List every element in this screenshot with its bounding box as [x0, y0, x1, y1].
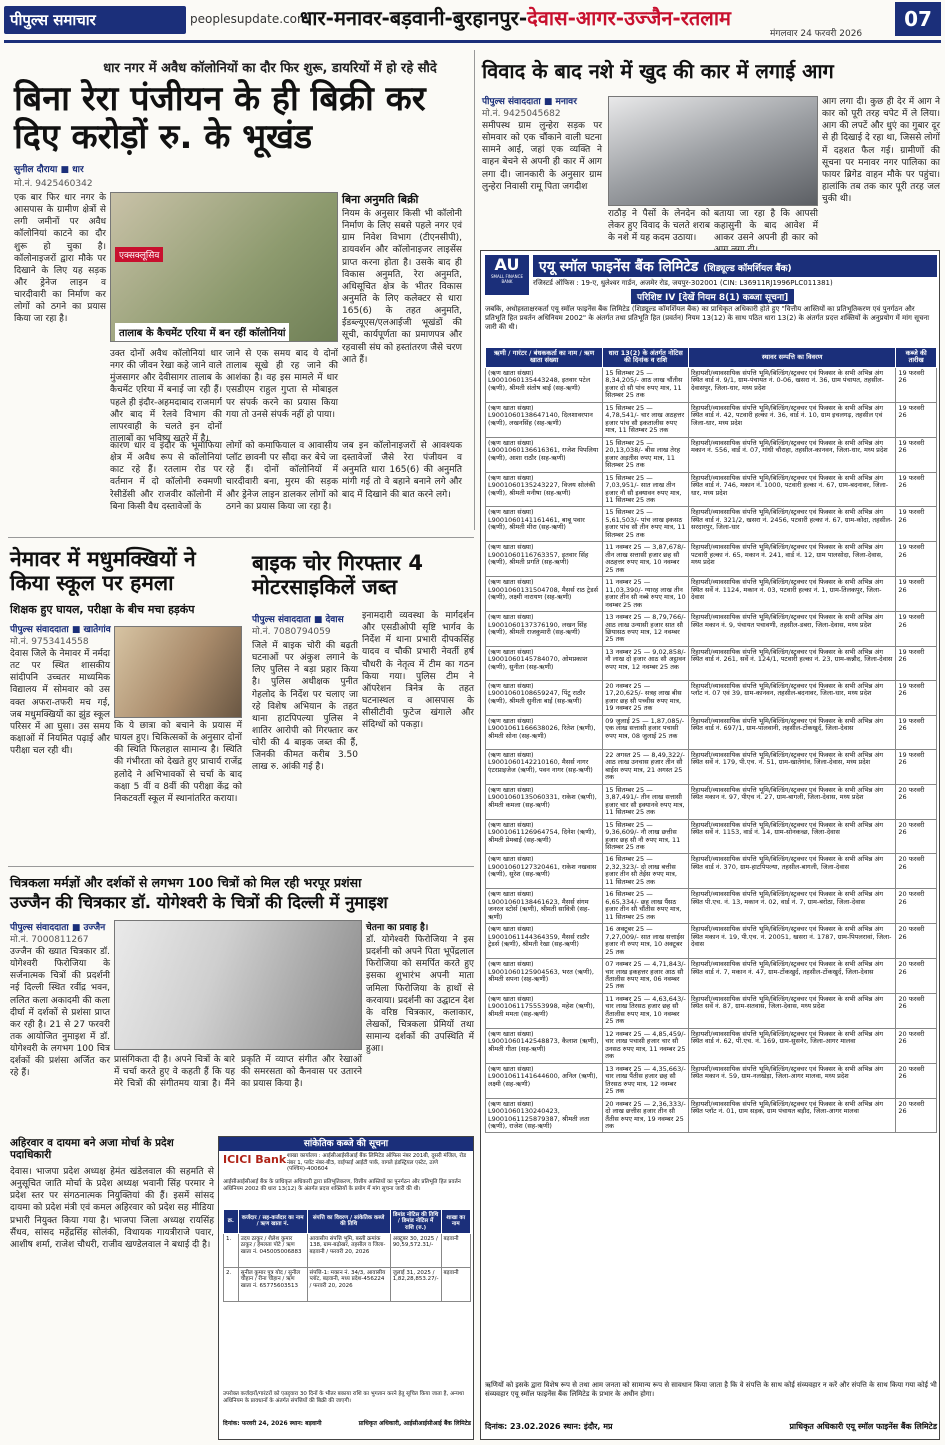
bike-headline: बाइक चोर गिरफ्तार 4 मोटरसाइकिलें जब्त [252, 551, 423, 599]
icici-footer: उपरोक्त कर्जदारों/गारंटरों को एतद्द्वारा 30 दिनों के भीतर बकाया राशि का भुगतान करने हेतु सूचित किया जाता है, अन्यथा अधिनियम के प्रावधानों के अंतर्गत संपत्तियों की बिक्री की जाएगी। [223, 1391, 464, 1404]
au-table-row [486, 577, 937, 612]
au-table-row [486, 472, 937, 507]
au-col-notice: धारा 13(2) के अंतर्गत नोटिस की दिनांक व राशि [603, 348, 689, 368]
au-table-row-cell: 11 नवम्बर 25 — 11,03,390/- ग्यारह लाख तीन हजार तीन सौ नब्बे रुपए मात्र, 10 नवम्बर 25 तक [603, 577, 689, 612]
section-divider [8, 537, 474, 538]
lead-side-body: नियम के अनुसार किसी भी कॉलोनी निर्माण के लिए सबसे पहले नगर एवं ग्राम निवेश विभाग (टीएनसीपी), डायवर्शन और कॉलोनाइजर लाइसेंस प्राप्त करना होता है। उसके बाद ही विकास अनुमति, रेरा अनुमति, अधिसूचित क्षेत्र के भीतर विकास अनुमति के लिए कलेक्टर से धारा 165(6) के तहत अनुमति, ईडब्ल्यूएस/एलआईजी भूखंडों की सूची, कार्यपूर्णता का प्रमाणपत्र और रहवासी संघ को हस्तांतरण जैसे चरण आते हैं। [342, 209, 462, 365]
icici-table-row-cell: संपत्ति-1: मकान नं. 34/3, आवासीय प्लॉट, बड़वानी, मध्य प्रदेश-456224 / फरवरी 20, 2026 [307, 1267, 390, 1301]
au-table-row-cell: 19 फरवरी 26 [896, 715, 937, 749]
au-table-row-cell: 19 फरवरी 26 [896, 612, 937, 647]
exhibition-photo [114, 920, 362, 1050]
au-table-row-cell: 20 फरवरी 26 [896, 784, 937, 819]
lead-byline: सुनील दौराया ■ धार [14, 165, 84, 175]
au-table-row-cell: 15 सितम्बर 25 — 9,36,609/- नौ लाख छत्तीस हजार छह सौ नौ रुपए मात्र, 11 सितम्बर 25 तक [603, 819, 689, 854]
au-table-row-cell: 15 सितम्बर 25 — 8,34,205/- आठ लाख चौंतीस हजार दो सौ पांच रुपए मात्र, 11 सितम्बर 25 तक [603, 367, 689, 402]
au-table-row-cell: 20 फरवरी 26 [896, 1028, 937, 1063]
burning-car-photo [608, 96, 818, 206]
au-logo-text: SMALL FINANCE BANK [491, 274, 523, 284]
au-table-row-cell: (ऋण खाता संख्या) L9001060145784070, ओमप्रकाश (ऋणी), सुनीता (सह-ऋणी) [486, 646, 603, 680]
au-table-row [486, 993, 937, 1028]
au-table-row-cell: रिहायशी/व्यावसायिक संपत्ति भूमि/बिल्डिंग/स्ट्रक्चर एवं फिक्सर के सभी अभिन्न अंग स्थित सर्वे नं. 1124, मकान नं. 03, पटवारी हल्का नं. 1, ग्राम-तिलकपुर, जिला-देवास [688, 577, 895, 612]
fire-body-col3: बताया जा रहा है कि आपसी कहासुनी के बाद आवेश में आकर उसने अपनी ही कार को [714, 209, 818, 244]
au-table-row-cell: (ऋण खाता संख्या) L9001060130240423, L9001061125879387, श्रीमती लता (ऋणी), राजेश (सह-ऋणी) [486, 1098, 603, 1133]
au-table-row [486, 784, 937, 819]
au-table-row-cell: 16 अक्टूबर 25 — 7,27,009/- सात लाख सत्ताईस हजार नौ रुपए मात्र, 10 अक्टूबर 25 तक [603, 924, 689, 959]
icici-logo: ICICI Bank [223, 1153, 287, 1166]
au-table-row-cell: (ऋण खाता संख्या) L9001061175553998, महेश (ऋणी), श्रीमती ममता (सह-ऋणी) [486, 993, 603, 1028]
au-table-row-cell: रिहायशी/व्यावसायिक संपत्ति भूमि/बिल्डिंग/स्ट्रक्चर एवं फिक्सर के सभी अभिन्न अंग स्थित वार्ड नं. 746, मकान नं. 1000, पटवारी हल्का नं. 67, ग्राम-बदनावर, जिला-धार, मध्य प्रदेश [688, 472, 895, 507]
school-photo [114, 626, 242, 718]
bees-byline: पीपुल्स संवाददाता ■ खातेगांव [10, 625, 111, 635]
region-title-west: धार-मनावर-बड़वानी-बुरहानपुर- [300, 6, 528, 30]
au-table-row-cell: (ऋण खाता संख्या) L9001060108659247, पिंटू राठौर (ऋणी), श्रीमती सुनीता बाई (सह-ऋणी) [486, 680, 603, 715]
au-table-row [486, 854, 937, 889]
au-table-row-cell: रिहायशी/व्यावसायिक संपत्ति भूमि/बिल्डिंग/स्ट्रक्चर एवं फिक्सर के सभी अभिन्न अंग स्थित वार्ड नं. 9/1, ग्राम-पंचायत नं. 0-06, खसरा नं. 36, ग्राम पंचायत, तहसील-देवासपुर, जिला-धार, मध्य प्रदेश [688, 367, 895, 402]
header-divider [4, 40, 941, 43]
icici-table-row-cell: 2. [224, 1267, 239, 1301]
icici-table-row-cell: उदय ठाकुर / शैलेश कुमार ठाकुर / हेमलता पोटे / ऋण खाता नं. 045005006883 [238, 1233, 307, 1267]
au-table-row-cell: रिहायशी/व्यावसायिक संपत्ति भूमि/बिल्डिंग/स्ट्रक्चर एवं फिक्सर के सभी अभिन्न अंग स्थित सर्वे नं. 1153, वार्ड नं. 14, ग्राम-सोनकच्छ, जिला-देवास [688, 819, 895, 854]
au-table-row-cell: रिहायशी/व्यावसायिक संपत्ति भूमि/बिल्डिंग/स्ट्रक्चर एवं फिक्सर के सभी अभिन्न अंग स्थित वार्ड नं. 261, सर्वे नं. 124/1, पटवारी हल्का नं. 23, ग्राम-कन्नौद, जिला-देवास [688, 646, 895, 680]
au-table-row-cell: (ऋण खाता संख्या) L9001061126964754, दिनेश (ऋणी), श्रीमती प्रेमबाई (सह-ऋणी) [486, 819, 603, 854]
au-bank-logo [485, 255, 529, 295]
au-notice-intro: जबकि, अधोहस्ताक्षरकर्ता एयू स्मॉल फाइनेंस बैंक लिमिटेड (शिड्यूल्ड कॉमर्शियल बैंक) का प्राधिकृत अधिकारी होते हुए "वित्तीय आस्तियों का प्रतिभूतिकरण एवं पुनर्गठन और प्रतिभूति हित प्रवर्तन अधिनियम 2002" के अंतर्गत तथा प्रतिभूति हित (प्रवर्तन) नियम 13(12) के साथ पठित धारा 13(2) के अंतर्गत प्रदत्त शक्तियों के अनुप्रयोग में मांग सूचना जारी की थी। [485, 305, 930, 332]
icici-table-body [224, 1233, 471, 1301]
au-table-row-cell: 20 नवम्बर 25 — 17,20,625/- सत्रह लाख बीस हजार छह सौ पच्चीस रुपए मात्र, 19 नवम्बर 25 तक [603, 680, 689, 715]
art-body-col1: उज्जैन की ख्यात चित्रकार डॉ. योगेश्वरी फिरोजिया के सर्जनात्मक चित्रों की प्रदर्शनी नई दिल्ली स्थित रवींद्र भवन, ललित कला अकादमी की कला दीर्घा में दर्शकों से प्रशंसा प्राप्त कर रही है। 21 से 27 फरवरी तक आयोजित नुमाइश में डॉ. योगेश्वरी के लगभग 100 चित्र दर्शकों की प्रशंसा अर्जित कर रहे हैं। [10, 947, 110, 1079]
au-table-row-cell: रिहायशी/व्यावसायिक संपत्ति भूमि/बिल्डिंग/स्ट्रक्चर एवं फिक्सर के सभी अभिन्न अंग स्थित वार्ड नं. 321/2, खसरा नं. 2456, पटवारी हल्का नं. 67, ग्राम-कोदा, तहसील-सरदारपुर, जिला-धार [688, 507, 895, 542]
au-table-row-cell: 20 फरवरी 26 [896, 959, 937, 994]
icici-date: दिनांक: फरवरी 24, 2026 स्थान: बड़वानी [223, 1420, 322, 1427]
lead-body-col1: एक बार फिर धार नगर के आसपास के ग्रामीण क्षेत्रों से लगी जमीनों पर अवैध कॉलोनियां काटने का दौर शुरू हो चुका है। कॉलोनाइजरों द्वारा मौके पर दिखाने के लिए यह सड़क और ड्रेनेज लाइन व चारदीवारी का निर्माण कर लोगों को ठगने का प्रयास किया जा रहा है। [14, 193, 106, 325]
bike-body-col1: जिले में बाइक चोरी की बढ़ती घटनाओं पर अंकुश लगाने के लिए पुलिस ने बड़ा प्रहार किया है। पुलिस अधीक्षक पुनीत गेहलोद के निर्देश पर चलाए जा रहे विशेष अभियान के तहत थाना हाटपिपल्या पुलिस ने शातिर आरोपी को गिरफ्तार कर चोरी की 4 बाइक जब्त की हैं, जिनकी कीमत करीब 3.50 लाख रु. आंकी गई है। [252, 641, 358, 773]
au-table-row-cell: 12 नवम्बर 25 — 4,85,459/- चार लाख पचासी हजार चार सौ उनसठ रुपए मात्र, 11 नवम्बर 25 तक [603, 1028, 689, 1063]
au-table-row-cell: (ऋण खाता संख्या) L9001060135243227, विजय सोलंकी (ऋणी), श्रीमती मनीषा (सह-ऋणी) [486, 472, 603, 507]
au-table-row-cell: (ऋण खाता संख्या) L9001060137376190, लखन सिंह (ऋणी), श्रीमती राजकुमारी (सह-ऋणी) [486, 612, 603, 647]
au-table-row [486, 507, 937, 542]
masthead-logo: पीपुल्स समाचार [4, 6, 186, 34]
au-table-row-cell: रिहायशी/व्यावसायिक संपत्ति भूमि/बिल्डिंग/स्ट्रक्चर एवं फिक्सर के सभी अभिन्न अंग स्थित सर्वे नं. 179, पी.एच. नं. 51, ग्राम-खातेगांव, जिला-देवास, मध्य प्रदेश [688, 749, 895, 784]
bees-headline: नेमावर में मधुमक्खियों ने किया स्कूल पर हमला [10, 547, 196, 595]
au-table-row-cell: 19 फरवरी 26 [896, 472, 937, 507]
au-table-row-cell: (ऋण खाता संख्या) L9001060138461623, मैसर्स संगम जनरल स्टोर्स (ऋणी), श्रीमती सावित्री (सह-ऋणी) [486, 889, 603, 924]
art-byline: पीपुल्स संवाददाता ■ उज्जैन [10, 923, 106, 933]
icici-table-row-cell: बड़वानी [441, 1267, 470, 1301]
fire-body-col4: आग लगा दी। कुछ ही देर में आग ने कार को पूरी तरह चपेट में ले लिया। आग की लपटें और धुएं का गुबार दूर से ही दिखाई दे रहा था, जिससे लोगों में दहशत फैल गई। ग्रामीणों की सूचना पर मनावर नगर पालिका का फायर ब्रिगेड वाहन मौके पर पहुंचा। हालांकि तब तक कार पूरी तरह जल चुकी थी। [822, 97, 940, 205]
page-number: 07 [895, 2, 941, 36]
au-table-header [486, 348, 937, 368]
au-table-row-cell: रिहायशी/व्यावसायिक संपत्ति भूमि/बिल्डिंग/स्ट्रक्चर एवं फिक्सर के सभी अभिन्न अंग मकान नं. 556, वार्ड नं. 07, गांधी चौराहा, तहसील-कानवन, जिला-धार, मध्य प्रदेश [688, 437, 895, 472]
icici-col-demand: डिमांड नोटिस की तिथि / डिमांड नोटिस में राशि (रु.) [390, 1210, 441, 1234]
lead-photo-caption: तालाब के कैचमेंट एरिया में बन रहीं कॉलोनियां [115, 323, 289, 341]
bjp-headline: अहिरवार व दायमा बने अजा मोर्चा के प्रदेश पदाधिकारी [10, 1137, 174, 1161]
bike-body-col2: इनामदारी व्यवस्था के मार्गदर्शन और एसडीओपी सृष्टि भार्गव के निर्देश में थाना प्रभारी दीपकसिंह यादव व चौकी प्रभारी नेवर्ती हर्ष चौधरी के नेतृत्व में टीम का गठन किया गया। पुलिस टीम ने ऑपरेशन त्रिनेत्र के तहत घटनास्थल व आसपास के सीसीटीवी फुटेज खंगाले और संदिग्धों को पकड़ा। [362, 611, 474, 731]
au-table-row-cell: 16 सितम्बर 25 — 6,65,334/- छह लाख पैंसठ हजार तीन सौ चौंतीस रुपए मात्र, 11 सितम्बर 25 तक [603, 889, 689, 924]
icici-table-row [224, 1267, 471, 1301]
au-table-row-cell: 19 फरवरी 26 [896, 437, 937, 472]
lead-side-title: बिना अनुमति बिक्री [342, 193, 419, 206]
icici-table-row-cell: बड़वानी [441, 1233, 470, 1267]
au-col-borrower: ऋणी / गारंटर / बंधककर्ता का नाम / ऋण खाता संख्या [486, 348, 603, 368]
au-notice-place: दिनांक: 23.02.2026 स्थान: इंदौर, मप्र [485, 1422, 613, 1431]
au-bank-office: रजिस्टर्ड ऑफिस : 19-ए, धुलेश्वर गार्डन, अजमेर रोड, जयपुर-302001 (CIN: L36911RJ1996PLC011381) [533, 279, 833, 287]
icici-intro: आईसीआईसीआई बैंक के प्राधिकृत अधिकारी द्वारा प्रतिभूतिकरण, वित्तीय आस्तियों का पुनर्गठन और प्रतिभूति हित प्रवर्तन अधिनियम 2002 की धारा 13(12) के अंतर्गत प्रदत्त शक्तियों के प्रयोग में मांग सूचना जारी की थी। [223, 1179, 461, 1192]
au-table-row-cell: रिहायशी/व्यावसायिक संपत्ति भूमि/बिल्डिंग/स्ट्रक्चर एवं फिक्सर के सभी अभिन्न अंग स्थित वार्ड नं. 697/1, ग्राम-पालवानी, तहसील-टोंकखुर्द, जिला-देवास [688, 715, 895, 749]
au-table-row-cell: (ऋण खाता संख्या) L9001061141644600, अनिल (ऋणी), लक्ष्मी (सह-ऋणी) [486, 1063, 603, 1098]
lead-body-col4: कारण धार व इंदौर के भूमाफिया क्षेत्र में अवैध रूप से कॉलोनियां काट रहे हैं। रतलाम रोड पर वर्तमान में दो कॉलोनी रुक्मणी रेसीडेंसी और राजवीर कॉलोनी में बिना किसी वैध दस्तावेजों के [110, 441, 222, 512]
au-table-row-cell: रिहायशी/व्यावसायिक संपत्ति भूमि/बिल्डिंग/स्ट्रक्चर एवं फिक्सर के सभी अभिन्न अंग स्थित वार्ड नं. 42, पटवारी हल्का नं. 36, वार्ड नं. 10, ग्राम इचलगढ़, तहसील एवं जिला-धार, मध्य प्रदेश [688, 402, 895, 437]
bike-byline: पीपुल्स संवाददाता ■ देवास [252, 615, 344, 625]
icici-table-header [224, 1210, 471, 1234]
au-table-row-cell: रिहायशी/व्यावसायिक संपत्ति भूमि/बिल्डिंग/स्ट्रक्चर एवं फिक्सर के सभी अभिन्न अंग स्थित मकान नं. 59, ग्राम-नलखेड़ा, जिला-आगर मालवा, मध्य प्रदेश [688, 1063, 895, 1098]
icici-col-borrower: कर्जदार / सह-कर्जदार का नाम / ऋण खाता नं. [238, 1210, 307, 1234]
au-table-row-cell: (ऋण खाता संख्या) L9001060127320461, राकेश नखवास (ऋणी), सुरेश (सह-ऋणी) [486, 854, 603, 889]
issue-date: मंगलवार 24 फरवरी 2026 [770, 29, 863, 39]
website-url[interactable]: peoplesupdate.com [190, 12, 309, 26]
au-table-row-cell: 19 फरवरी 26 [896, 367, 937, 402]
au-table-row-cell: 19 फरवरी 26 [896, 402, 937, 437]
lead-photo [110, 192, 338, 342]
au-table-row [486, 959, 937, 994]
au-table-row-cell: 20 फरवरी 26 [896, 889, 937, 924]
icici-notice [218, 1136, 474, 1440]
au-table-row-cell: (ऋण खाता संख्या) L9001060138647140, दिलशावरपान (ऋणी), लखनसिंह (सह-ऋणी) [486, 402, 603, 437]
au-table-row [486, 889, 937, 924]
au-table-row-cell: रिहायशी/व्यावसायिक संपत्ति भूमि/बिल्डिंग/स्ट्रक्चर एवं फिक्सर के सभी अभिन्न अंग स्थित वार्ड नं. 62, पी.एच. नं. 169, ग्राम-सुसनेर, जिला-आगर मालवा [688, 1028, 895, 1063]
au-table-body [486, 367, 937, 1133]
lead-mobile: मो.नं. 9425460342 [14, 179, 93, 189]
bees-mobile: मो.नं. 9753414558 [10, 637, 89, 647]
page-header [0, 0, 945, 42]
art-quote: चेतना का प्रवाह है। [366, 923, 429, 933]
au-table-row [486, 367, 937, 402]
lead-body-col5: लोगों को कमाफियाल व आवासीय प्लॉट छावनी पर सौदा कर बेचे जा रहे हैं। दोनों कॉलोनियों में चारदीवारी बना, मुरम की सड़क और ड्रेनेज लाइन डालकर लोगों को ठगने का प्रयास किया जा रहा है। [226, 441, 338, 512]
au-notice-sign: प्राधिकृत अधिकारी एयू स्मॉल फाइनेंस बैंक लिमिटेड [789, 1422, 937, 1431]
au-table-row-cell: 13 नवम्बर 25 — 9,02,858/- नौ लाख दो हजार आठ सौ अट्ठावन रुपए मात्र, 12 नवम्बर 25 तक [603, 646, 689, 680]
au-table-row-cell: (ऋण खाता संख्या) L9001060135060331, राकेश (ऋणी), श्रीमती कमला (सह-ऋणी) [486, 784, 603, 819]
au-table-row-cell: (ऋण खाता संख्या) L9001060141161461, बाबू पवार (ऋणी), श्रीमती मीरा (सह-ऋणी) [486, 507, 603, 542]
au-bank-name: एयू स्मॉल फाइनेंस बैंक लिमिटेड [539, 259, 699, 275]
au-table-row-cell: रिहायशी/व्यावसायिक संपत्ति भूमि/बिल्डिंग/स्ट्रक्चर एवं फिक्सर के सभी अभिन्न अंग स्थित मकान नं. 97, पीएच नं. 27, ग्राम-बागली, जिला-देवास, मध्य प्रदेश [688, 784, 895, 819]
bjp-body: देवास। भाजपा प्रदेश अध्यक्ष हेमंत खंडेलवाल की सहमति से अनुसूचित जाति मोर्चा के प्रदेश अध्यक्ष भवानी सिंह परमार ने प्रदेश स्तर पर संगठनात्मक नियुक्तियां की हैं। इसमें सांसद दायमा को प्रदेश मंत्री एवं कमल अहिरवार को प्रदेश सह मीडिया प्रभारी नियुक्त किया गया है। भाजपा जिला अध्यक्ष रायसिंह सैंधव, सांसद महेंद्रसिंह सोलंकी, विधायक गायत्रीराजे पवार, आशीष शर्मा, राजेश चौधरी, राजीव खण्डेलवाल ने बधाई दी है। [10, 1167, 214, 1250]
au-table-row [486, 646, 937, 680]
lead-body-col3: जाने से एक समय बाद ये दोनों तालाब सूखे ही रह जाने की आशंका है। वह इस मामले में धार एसडीएम राहुल गुप्ता से मोबाइल पर संपर्क करने का प्रयास किया गया तो उनसे संपर्क नहीं हो पाया। [226, 349, 338, 420]
au-table-row-cell: रिहायशी/व्यावसायिक संपत्ति भूमि/बिल्डिंग/स्ट्रक्चर एवं फिक्सर के सभी अभिन्न अंग स्थित पी.एच. नं. 13, मकान नं. 02, वार्ड नं. 7, ग्राम-बरोठा, जिला-देवास [688, 889, 895, 924]
au-logo-mark: AU [494, 255, 520, 274]
icici-table [223, 1209, 471, 1302]
au-table-row-cell: 16 सितम्बर 25 — 2,32,323/- दो लाख बत्तीस हजार तीन सौ तेईस रुपए मात्र, 11 सितम्बर 25 तक [603, 854, 689, 889]
au-table-row-cell: रिहायशी/व्यावसायिक संपत्ति भूमि/बिल्डिंग/स्ट्रक्चर एवं फिक्सर के सभी अभिन्न अंग प्लॉट नं. 07 एवं 39, ग्राम-कानवन, तहसील-बदनावर, जिला-धार, मध्य प्रदेश [688, 680, 895, 715]
lead-headline: बिना रेरा पंजीयन के ही बिक्री कर दिए करोड़ों रु. के भूखंड [14, 79, 426, 158]
icici-table-row-cell: अक्टूबर 30, 2025 / 90,59,572.31/- [390, 1233, 441, 1267]
fire-body-col2: राठौड़ ने पैसों के लेनदेन को लेकर हुए विवाद के चलते शराब के नशे में यह कदम उठाया। [608, 209, 710, 244]
au-table-row-cell: (ऋण खाता संख्या) L9001060135443248, इतवार पटेल (ऋणी), श्रीमती संतोष बाई (सह-ऋणी) [486, 367, 603, 402]
fire-mobile: मो.नं. 9425045682 [482, 109, 561, 119]
art-headline: उज्जैन की चित्रकार डॉ. योगेश्वरी के चित्रों की दिल्ली में नुमाइश [10, 893, 388, 912]
au-notice-title: परिशिष्ट IV [देखें नियम 8(1) कब्जा सूचना] [631, 289, 794, 304]
au-table-row-cell: 13 नवम्बर 25 — 8,79,766/- आठ लाख उन्यासी हजार सात सौ छियासठ रुपए मात्र, 12 नवम्बर 25 तक [603, 612, 689, 647]
icici-address: शाखा कार्यालय : आईसीआईसीआई बैंक लिमिटेड ऑफिस नंबर 201बी, दूसरी मंजिल, रोड नंबर 1, प्लॉट नंबर-बी3, वाईफाई आईटी पार्क, वागले इंडस्ट्रियल एस्टेट, ठाणे (पश्चिम)-400604 [287, 1153, 467, 1173]
icici-sign: प्राधिकृत अधिकारी, आईसीआईसीआई बैंक लिमिटेड [358, 1420, 471, 1427]
au-table-row-cell: रिहायशी/व्यावसायिक संपत्ति भूमि/बिल्डिंग/स्ट्रक्चर एवं फिक्सर के सभी अभिन्न अंग स्थित सर्वे नं. 87, ग्राम-सतवास, जिला-देवास, मध्य प्रदेश [688, 993, 895, 1028]
bees-subhead: शिक्षक हुए घायल, परीक्षा के बीच मचा हड़कंप [10, 603, 195, 616]
au-table-row-cell: रिहायशी/व्यावसायिक संपत्ति भूमि/बिल्डिंग/स्ट्रक्चर एवं फिक्सर के सभी अभिन्न अंग स्थित वार्ड नं. 7, मकान नं. 47, ग्राम-टोंकखुर्द, तहसील-टोंकखुर्द, जिला-देवास [688, 959, 895, 994]
icici-col-property: संपत्ति का विवरण / सांकेतिक कब्जे की तिथि [307, 1210, 390, 1234]
au-table-row [486, 1063, 937, 1098]
au-table-row-cell: 22 अगस्त 25 — 8,49,322/- आठ लाख उनचास हजार तीन सौ बाईस रुपए मात्र, 21 अगस्त 25 तक [603, 749, 689, 784]
au-table-row [486, 680, 937, 715]
bees-body-col1: देवास जिले के नेमावर में नर्मदा तट पर स्थित शासकीय सांदीपनि उच्चतर माध्यमिक विद्यालय में सोमवार को उस वक्त अफरा-तफरी मच गई, जब मधुमक्खियों का झुंड स्कूल परिसर में आ घुसा। उस समय कक्षाओं में नियमित पढ़ाई और परीक्षा चल रही थी। [10, 649, 110, 757]
art-body-col3: डॉ. योगेश्वरी फिरोजिया ने इस प्रदर्शनी को अपने पिता भूपेंद्रलाल फिरोजिया को समर्पित करते हुए इसका शुभारंभ अपनी माता जमिला फिरोजिया के हाथों से करवाया। प्रदर्शनी का उद्घाटन देश के वरिष्ठ चित्रकार, कलाकार, लेखकों, चित्रकला प्रेमियों तथा सामान्य दर्शकों की उपस्थिति में हुआ। [366, 935, 474, 1055]
au-table-row-cell: 19 फरवरी 26 [896, 542, 937, 577]
au-table-row-cell: 20 नवम्बर 25 — 2,36,333/- दो लाख छत्तीस हजार तीन सौ तैंतीस रुपए मात्र, 19 नवम्बर 25 तक [603, 1098, 689, 1133]
icici-col-no: क्र. [224, 1210, 239, 1234]
au-notice-footer: ऋणियों को इसके द्वारा विशेष रूप से तथा आम जनता को सामान्य रूप से सावधान किया जाता है कि वे संपत्ति के साथ कोई संव्यवहार न करें और संपत्ति के साथ किया गया कोई भी संव्यवहार एयू स्मॉल फाइनेंस बैंक लिमिटेड के प्रभार के अधीन होगा। [485, 1381, 937, 1399]
section-divider-2 [8, 866, 474, 867]
lead-kicker: धार नगर में अवैध कॉलोनियों का दौर फिर शुरू, डायरियों में हो रहे सौदे [103, 61, 437, 76]
au-col-property: स्थावर सम्पत्ति का विवरण [688, 348, 895, 368]
column-divider [474, 50, 475, 530]
au-table-row-cell: 15 सितम्बर 25 — 20,13,038/- बीस लाख तेरह हजार अड़तीस रुपए मात्र, 11 सितम्बर 25 तक [603, 437, 689, 472]
au-table-row [486, 924, 937, 959]
au-table-row-cell: 07 नवम्बर 25 — 4,71,843/- चार लाख इकहत्तर हजार आठ सौ तैंतालीस रुपए मात्र, 06 नवम्बर 25 तक [603, 959, 689, 994]
exclusive-tag: एक्सक्लूसिव [115, 247, 163, 262]
au-table-row-cell: रिहायशी/व्यावसायिक संपत्ति भूमि/बिल्डिंग/स्ट्रक्चर एवं फिक्सर के सभी अभिन्न अंग पटवारी हल्का नं. 65, मकान नं. 241, वार्ड नं. 12, ग्राम पालसोदा, जिला-देवास, मध्य प्रदेश [688, 542, 895, 577]
au-table-row-cell: (ऋण खाता संख्या) L9001060136616361, राजेश पिपलिया (ऋणी), आशा राठौर (सह-ऋणी) [486, 437, 603, 472]
au-table-row [486, 402, 937, 437]
au-bank-title [533, 255, 937, 277]
au-table-row-cell: रिहायशी/व्यावसायिक संपत्ति भूमि/बिल्डिंग/स्ट्रक्चर एवं फिक्सर के सभी अभिन्न अंग स्थित मकान नं. 9, पंचायत पचावणी, तहसील-डबरा, जिला-देवास, मध्य प्रदेश [688, 612, 895, 647]
au-table-row-cell: 20 फरवरी 26 [896, 1098, 937, 1133]
au-table-row-cell: रिहायशी/व्यावसायिक संपत्ति भूमि/बिल्डिंग/स्ट्रक्चर एवं फिक्सर के सभी अभिन्न अंग स्थित वार्ड नं. 370, ग्राम-हाटपिपल्या, तहसील-बागली, जिला-देवास [688, 854, 895, 889]
art-kicker: चित्रकला मर्मज्ञों और दर्शकों से लगभग 100 चित्रों को मिल रही भरपूर प्रशंसा [10, 875, 362, 890]
au-col-date: कब्जे की तारीख [896, 348, 937, 368]
au-bank-subtitle: (शिड्यूल्ड कॉमर्शियल बैंक) [703, 264, 792, 274]
au-table-row [486, 749, 937, 784]
icici-table-wrap [223, 1209, 471, 1389]
au-table-row [486, 1028, 937, 1063]
au-table-row-cell: 11 नवम्बर 25 — 4,63,643/- चार लाख तिरसठ हजार छह सौ तैंतालीस रुपए मात्र, 10 नवम्बर 25 तक [603, 993, 689, 1028]
fire-headline: विवाद के बाद नशे में खुद की कार में लगाई आग [482, 59, 834, 83]
au-table-row-cell: 19 फरवरी 26 [896, 577, 937, 612]
au-table-row-cell: 20 फरवरी 26 [896, 993, 937, 1028]
au-table-row-cell: 20 फरवरी 26 [896, 1063, 937, 1098]
icici-table-row [224, 1233, 471, 1267]
au-table-row-cell: 19 फरवरी 26 [896, 507, 937, 542]
bike-mobile: मो.नं. 7080794059 [252, 627, 331, 637]
au-table-row-cell: 13 नवम्बर 25 — 4,35,663/- चार लाख पैंतीस हजार छह सौ तिरसठ रुपए मात्र, 12 नवम्बर 25 तक [603, 1063, 689, 1098]
au-table-row-cell: 20 फरवरी 26 [896, 854, 937, 889]
icici-table-row-cell: 1. [224, 1233, 239, 1267]
au-table-row-cell: 09 जुलाई 25 — 1,87,085/- एक लाख सत्तासी हजार पचासी रुपए मात्र, 08 जुलाई 25 तक [603, 715, 689, 749]
fire-byline: पीपुल्स संवाददाता ■ मनावर [482, 97, 577, 107]
au-table-row-cell: 15 सितम्बर 25 — 5,61,503/- पांच लाख इकसठ हजार पांच सौ तीन रुपए मात्र, 11 सितम्बर 25 तक [603, 507, 689, 542]
icici-col-branch: शाखा का नाम [441, 1210, 470, 1234]
au-table-row [486, 819, 937, 854]
art-mobile: मो.नं. 7000811267 [10, 935, 89, 945]
icici-notice-title: सांकेतिक कब्जे की सूचना [219, 1137, 473, 1151]
au-table-row-cell: रिहायशी/व्यावसायिक संपत्ति भूमि/बिल्डिंग/स्ट्रक्चर एवं फिक्सर के सभी अभिन्न अंग स्थित मकान नं. 19, पी.एच. नं. 20051, खसरा नं. 1787, ग्राम-पिपलरावां, जिला-देवास [688, 924, 895, 959]
au-table-row-cell: 19 फरवरी 26 [896, 680, 937, 715]
au-table-row-cell: (ऋण खाता संख्या) L9001061166638026, रितेश (ऋणी), श्रीमती सोना (सह-ऋणी) [486, 715, 603, 749]
au-bank-notice [480, 250, 940, 1440]
icici-table-row-cell: जुलाई 31, 2025 / 1,82,28,853.27/- [390, 1267, 441, 1301]
au-notice-table-wrap [485, 347, 937, 1347]
au-table-row-cell: 15 सितम्बर 25 — 4,78,541/- चार लाख अठहत्तर हजार पांच सौ इकतालीस रुपए मात्र, 11 सितम्बर 25 तक [603, 402, 689, 437]
au-table-row [486, 715, 937, 749]
au-table-row-cell: (ऋण खाता संख्या) L9001060116763357, इतवार सिंह (ऋणी), श्रीमती प्रगति (सह-ऋणी) [486, 542, 603, 577]
au-table-row-cell: 19 फरवरी 26 [896, 646, 937, 680]
au-table-row-cell: (ऋण खाता संख्या) L9001060142210160, मैसर्स नागर एंटरप्राइजेज (ऋणी), पवन नागर (सह-ऋणी) [486, 749, 603, 784]
au-table-row [486, 612, 937, 647]
au-table-row-cell: 20 फरवरी 26 [896, 819, 937, 854]
au-table-row-cell: (ऋण खाता संख्या) L9001060131504708, मैसर्स राठ ट्रेडर्स (ऋणी), लक्ष्मी नारायण (सह-ऋणी) [486, 577, 603, 612]
bees-body-col2: कि ये छात्रा को बचाने के प्रयास में घायल हुए। चिकित्सकों के अनुसार दोनों की स्थिति फिलहाल सामान्य है। स्थिति की गंभीरता को देखते हुए प्राचार्य राजेंद्र हलोदे ने अभिभावकों से चर्चा के बाद कक्षा 5 वीं व 8वीं की परीक्षा केंद्र को निकटवर्ती स्कूल में स्थानांतरित कराया। [114, 721, 242, 804]
au-table-row-cell: 15 सितम्बर 25 — 7,03,951/- सात लाख तीन हजार नौ सौ इक्यावन रुपए मात्र, 11 सितम्बर 25 तक [603, 472, 689, 507]
lead-body-col6: जब इन कॉलोनाइजरों से आवश्यक दस्तावेजों जैसे रेरा पंजीयन व अनुमति धारा 165(6) की अनुमति मांगी गई तो वे बहाने बनाने लगे और बाद में दिखाने की बात करने लगे। [342, 441, 462, 500]
fire-body-col1: समीपस्थ ग्राम लुन्हेरा सड़क पर सोमवार को एक चौंकाने वाली घटना सामने आई, जहां एक व्यक्ति ने वाहन बेचने से अपनी ही कार में आग लगा दी। जानकारी के अनुसार ग्राम लुन्हेरा निवासी रामू पिता जगदीश [482, 121, 602, 192]
art-body-col2: प्रासंगिकता दी है। अपने चित्रों के बारे में चर्चा करते हुए वे कहती हैं कि यह मेरे चित्रों की संगीतमय यात्रा है। मैंने प्रकृति में व्याप्त संगीत और रेखाओं की समरसता को कैनवास पर उतारने का प्रयास किया है। [114, 1055, 362, 1090]
au-notice-table [485, 347, 937, 1133]
au-table-row [486, 1098, 937, 1133]
au-table-row-cell: रिहायशी/व्यावसायिक संपत्ति भूमि/बिल्डिंग/स्ट्रक्चर एवं फिक्सर के सभी अभिन्न अंग स्थित प्लॉट नं. 01, ग्राम सड़क, ग्राम पंचायत बड़ौद, जिला-आगर मालवा [688, 1098, 895, 1133]
au-table-row [486, 542, 937, 577]
au-table-row-cell: (ऋण खाता संख्या) L9001061144364359, मैसर्स राठौर ट्रेडर्स (ऋणी), श्रीमती रेखा (सह-ऋणी) [486, 924, 603, 959]
icici-table-row-cell: सुनील कुमार पुत्र योद / सुनील चौहान / रीना चौहान / ऋण खाता नं. 65775603513 [238, 1267, 307, 1301]
au-table-row-cell: 15 सितम्बर 25 — 3,87,491/- तीन लाख सत्तासी हजार चार सौ इक्यानवे रुपए मात्र, 11 सितम्बर 25 तक [603, 784, 689, 819]
au-table-row-cell: 11 नवम्बर 25 — 3,87,678/- तीन लाख सत्तासी हजार छह सौ अठहत्तर रुपए मात्र, 10 नवम्बर 25 तक [603, 542, 689, 577]
au-table-row [486, 437, 937, 472]
au-table-row-cell: (ऋण खाता संख्या) L9001060125904563, भरत (ऋणी), श्रीमती सपना (सह-ऋणी) [486, 959, 603, 994]
au-table-row-cell: 19 फरवरी 26 [896, 749, 937, 784]
icici-table-row-cell: आवासीय संपत्ति भूमि, बस्ती क्रमांक 138, ग्राम-बढ़ोखर, तहसील व जिला-बड़वानी / फरवरी 20, 2026 [307, 1233, 390, 1267]
lead-body-col2: उक्त दोनों अवैध कॉलोनियां धार नगर की जीवन रेखा कहे जाने वाले मुंजसागर और देवीसागर तालाब के कैचमेंट एरिया में बनाई जा रही हैं। पहले ही इंदौर-अहमदाबाद राजमार्ग और बाद में रेलवे विभाग की लापरवाही के चलते इन दोनों तालाबों का भविष्य खतरे में है। [110, 349, 223, 444]
region-title-east: देवास-आगर-उज्जैन-रतलाम [527, 6, 731, 30]
au-table-row-cell: 20 फरवरी 26 [896, 924, 937, 959]
au-table-row-cell: (ऋण खाता संख्या) L9001060142548873, कैलाश (ऋणी), श्रीमती गीता (सह-ऋणी) [486, 1028, 603, 1063]
